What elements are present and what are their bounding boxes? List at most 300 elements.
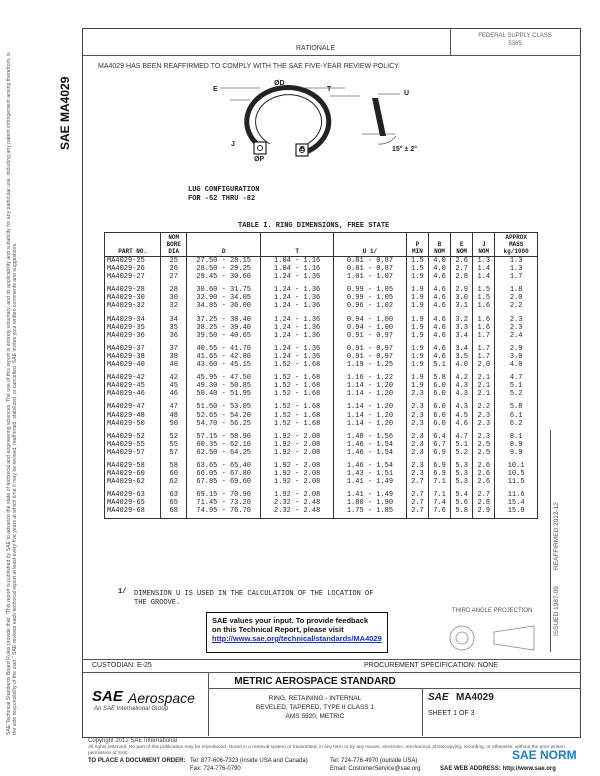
table-cell: 34 bbox=[161, 311, 187, 324]
custodian: CUSTODIAN: E-25 bbox=[92, 662, 152, 669]
ring-dimensions-table bbox=[104, 232, 538, 519]
table-cell: MA4029-27 bbox=[105, 273, 161, 281]
table-cell: 66.05 - 67.80 bbox=[187, 470, 261, 478]
table-cell: MA4029-40 bbox=[105, 361, 161, 369]
table-cell: 6.0 bbox=[428, 398, 450, 411]
table-cell: 69.15 - 70.90 bbox=[187, 486, 261, 499]
table-cell: 1.41 - 1.49 bbox=[334, 486, 407, 499]
table-cell: 2.6 bbox=[451, 257, 473, 266]
table-cell: 1.19 - 1.25 bbox=[334, 361, 407, 369]
tel-outside: Tel: 724-776-4970 (outside USA) bbox=[330, 758, 418, 764]
table-cell: 8.1 bbox=[495, 428, 538, 441]
table-cell: 1.4 bbox=[473, 273, 495, 281]
table-row bbox=[105, 369, 538, 382]
table-cell: 3.2 bbox=[451, 311, 473, 324]
table-cell: MA4029-63 bbox=[105, 486, 161, 499]
table-cell: MA4029-26 bbox=[105, 265, 161, 273]
table-cell: 3.0 bbox=[495, 353, 538, 361]
table-cell: 1.92 - 2.08 bbox=[261, 441, 334, 449]
table-cell: 1.7 bbox=[473, 340, 495, 353]
angle-label: 15° ± 2° bbox=[392, 146, 418, 153]
table-cell: 5.3 bbox=[451, 470, 473, 478]
table-cell: 2.7 bbox=[406, 478, 428, 486]
col-part: PART NO. bbox=[105, 233, 161, 257]
ring-figure bbox=[200, 74, 450, 170]
table-cell: 1.4 bbox=[473, 265, 495, 273]
table-cell: 68 bbox=[161, 507, 187, 518]
table-cell: 1.16 - 1.22 bbox=[334, 369, 407, 382]
table-cell: 34.85 - 36.00 bbox=[187, 302, 261, 310]
table-cell: 4.6 bbox=[428, 311, 450, 324]
table-cell: 0.91 - 0.97 bbox=[334, 332, 407, 340]
table-row bbox=[105, 302, 538, 310]
table-row bbox=[105, 257, 538, 266]
table-cell: 37 bbox=[161, 340, 187, 353]
table-title: TABLE I. RING DIMENSIONS, FREE STATE bbox=[238, 222, 390, 230]
table-cell: 1.52 - 1.68 bbox=[261, 390, 334, 398]
table-cell: 67.85 - 69.60 bbox=[187, 478, 261, 486]
table-cell: 6.9 bbox=[428, 457, 450, 470]
table-cell: 2.1 bbox=[473, 382, 495, 390]
table-row bbox=[105, 398, 538, 411]
table-cell: 45 bbox=[161, 382, 187, 390]
table-cell: MA4029-62 bbox=[105, 478, 161, 486]
col-bore: NOM BORE DIA bbox=[161, 233, 187, 257]
table-cell: 1.24 - 1.36 bbox=[261, 340, 334, 353]
table-cell: 1.7 bbox=[473, 332, 495, 340]
col-u: U 1/ bbox=[334, 233, 407, 257]
table-cell: MA4029-55 bbox=[105, 441, 161, 449]
table-cell: 29.45 - 30.60 bbox=[187, 273, 261, 281]
table-cell: 1.6 bbox=[473, 302, 495, 310]
table-cell: 2.3 bbox=[406, 420, 428, 428]
table-cell: 7.1 bbox=[428, 478, 450, 486]
table-cell: 1.92 - 2.08 bbox=[261, 486, 334, 499]
table-cell: 54.70 - 56.25 bbox=[187, 420, 261, 428]
table-cell: 5.3 bbox=[451, 457, 473, 470]
table-cell: 1.46 - 1.54 bbox=[334, 449, 407, 457]
table-cell: MA4029-57 bbox=[105, 449, 161, 457]
table-cell: 6.0 bbox=[428, 382, 450, 390]
table-cell: 15.9 bbox=[495, 507, 538, 518]
table-cell: 3.5 bbox=[451, 353, 473, 361]
table-row bbox=[105, 273, 538, 281]
table-cell: 2.1 bbox=[473, 390, 495, 398]
table-cell: 38.25 - 39.40 bbox=[187, 324, 261, 332]
table-cell: 8.9 bbox=[495, 441, 538, 449]
table-cell: 46 bbox=[161, 390, 187, 398]
table-row bbox=[105, 294, 538, 302]
feedback-box bbox=[206, 612, 388, 653]
table-cell: 52 bbox=[161, 428, 187, 441]
table-cell: 7.6 bbox=[428, 507, 450, 518]
projection-symbol bbox=[446, 620, 546, 656]
table-cell: 65 bbox=[161, 499, 187, 507]
table-cell: 0.81 - 0.87 bbox=[334, 257, 407, 266]
table-row bbox=[105, 420, 538, 428]
table-cell: 4.6 bbox=[428, 273, 450, 281]
table-cell: 1.9 bbox=[406, 281, 428, 294]
table-row bbox=[105, 428, 538, 441]
table-row bbox=[105, 457, 538, 470]
table-cell: 1.52 - 1.68 bbox=[261, 369, 334, 382]
rights-notice: All rights reserved. No part of this publication may be reproduced, stored in a retrieval system or transmitted, in any form or by any means, electronic, mechanical, photocopying, recording, or otherwise, without the prior written permission of SAE. bbox=[88, 745, 565, 756]
table-cell: 30.60 - 31.75 bbox=[187, 281, 261, 294]
table-cell: 5.1 bbox=[495, 382, 538, 390]
order-label: TO PLACE A DOCUMENT ORDER: bbox=[88, 758, 186, 764]
table-cell: 4.7 bbox=[451, 428, 473, 441]
table-cell: 1.9 bbox=[406, 369, 428, 382]
table-cell: MA4029-34 bbox=[105, 311, 161, 324]
table-cell: 1.24 - 1.36 bbox=[261, 294, 334, 302]
table-cell: 1.6 bbox=[473, 324, 495, 332]
table-cell: 1.5 bbox=[473, 281, 495, 294]
table-row bbox=[105, 470, 538, 478]
ring-inner bbox=[256, 95, 322, 148]
table-cell: 4.5 bbox=[451, 412, 473, 420]
table-cell: 4.6 bbox=[428, 302, 450, 310]
feedback-line-2: on this Technical Report, please visit bbox=[212, 625, 344, 634]
table-cell: 2.3 bbox=[495, 324, 538, 332]
table-cell: 6.0 bbox=[428, 390, 450, 398]
table-cell: 1.52 - 1.68 bbox=[261, 382, 334, 390]
table-cell: 5.1 bbox=[451, 441, 473, 449]
issued-date: ISSUED 1987-09 bbox=[553, 586, 560, 636]
table-cell: 5.6 bbox=[451, 499, 473, 507]
table-cell: 1.48 - 1.56 bbox=[334, 428, 407, 441]
table-cell: 1.92 - 2.08 bbox=[261, 478, 334, 486]
table-cell: 4.6 bbox=[428, 281, 450, 294]
table-cell: 1.46 - 1.54 bbox=[334, 441, 407, 449]
table-row bbox=[105, 449, 538, 457]
table-cell: 1.14 - 1.20 bbox=[334, 390, 407, 398]
table-cell: 1.14 - 1.20 bbox=[334, 398, 407, 411]
title-block-top bbox=[82, 659, 581, 660]
table-cell: 0.94 - 1.00 bbox=[334, 311, 407, 324]
label-e: E bbox=[213, 86, 218, 93]
table-cell: 2.3 bbox=[473, 428, 495, 441]
table-cell: 1.3 bbox=[473, 257, 495, 266]
table-cell: 1.9 bbox=[406, 353, 428, 361]
table-cell: 1.46 - 1.54 bbox=[334, 457, 407, 470]
table-cell: 5.2 bbox=[451, 449, 473, 457]
table-cell: 6.9 bbox=[428, 449, 450, 457]
table-cell: 63 bbox=[161, 486, 187, 499]
table-cell: 1.9 bbox=[406, 324, 428, 332]
table-cell: 3.0 bbox=[451, 294, 473, 302]
table-cell: 6.7 bbox=[428, 441, 450, 449]
email[interactable]: Email: CustomerService@sae.org bbox=[330, 766, 421, 772]
table-cell: 37.25 - 38.40 bbox=[187, 311, 261, 324]
table-cell: 2.3 bbox=[406, 449, 428, 457]
col-j: J NOM bbox=[473, 233, 495, 257]
table-cell: 5.8 bbox=[428, 369, 450, 382]
table-cell: 1.52 - 1.68 bbox=[261, 412, 334, 420]
table-cell: 2.9 bbox=[495, 340, 538, 353]
table-cell: MA4029-58 bbox=[105, 457, 161, 470]
table-cell: 1.24 - 1.36 bbox=[261, 311, 334, 324]
feedback-link[interactable]: http://www.sae.org/technical/standards/MA4029 bbox=[212, 634, 382, 643]
web-address[interactable]: SAE WEB ADDRESS: http://www.sae.org bbox=[440, 766, 556, 772]
table-cell: 1.5 bbox=[473, 294, 495, 302]
table-cell: 42 bbox=[161, 369, 187, 382]
table-cell: 1.9 bbox=[406, 311, 428, 324]
table-cell: 1.14 - 1.20 bbox=[334, 412, 407, 420]
label-u: U bbox=[404, 90, 410, 97]
table-row bbox=[105, 382, 538, 390]
table-cell: 4.6 bbox=[428, 332, 450, 340]
table-body bbox=[105, 257, 538, 519]
table-cell: 5.8 bbox=[495, 398, 538, 411]
table-cell: MA4029-30 bbox=[105, 294, 161, 302]
table-cell: 4.6 bbox=[428, 294, 450, 302]
title-block-divider-2 bbox=[208, 688, 581, 689]
table-cell: 6.1 bbox=[495, 412, 538, 420]
table-cell: 32 bbox=[161, 302, 187, 310]
table-cell: 1.9 bbox=[406, 302, 428, 310]
table-cell: 2.2 bbox=[473, 398, 495, 411]
table-cell: 51.50 - 53.05 bbox=[187, 398, 261, 411]
table-row bbox=[105, 361, 538, 369]
table-cell: 2.0 bbox=[473, 361, 495, 369]
table-cell: 32.90 - 34.05 bbox=[187, 294, 261, 302]
table-cell: MA4029-28 bbox=[105, 281, 161, 294]
label-b: B bbox=[300, 146, 306, 153]
title-block-divider bbox=[82, 672, 581, 673]
table-cell: 1.92 - 2.08 bbox=[261, 428, 334, 441]
table-cell: 1.92 - 2.08 bbox=[261, 449, 334, 457]
table-cell: 4.6 bbox=[428, 324, 450, 332]
table-cell: 2.3 bbox=[473, 412, 495, 420]
table-cell: 5.8 bbox=[451, 507, 473, 518]
table-cell: 1.04 - 1.16 bbox=[261, 265, 334, 273]
table-cell: 6.0 bbox=[428, 412, 450, 420]
table-cell: 1.14 - 1.20 bbox=[334, 382, 407, 390]
table-cell: 1.24 - 1.36 bbox=[261, 273, 334, 281]
desc-line-2: BEVELED, TAPERED, TYPE II CLASS 1 bbox=[255, 704, 375, 711]
table-cell: 4.6 bbox=[428, 340, 450, 353]
table-cell: 3.3 bbox=[451, 324, 473, 332]
table-cell: 0.91 - 0.97 bbox=[334, 353, 407, 361]
table-cell: 1.9 bbox=[406, 294, 428, 302]
table-cell: 49.30 - 50.85 bbox=[187, 382, 261, 390]
table-cell: 3.4 bbox=[451, 340, 473, 353]
table-cell: MA4029-46 bbox=[105, 390, 161, 398]
copyright: Copyright 2012 SAE International bbox=[88, 738, 178, 744]
col-d: D bbox=[187, 233, 261, 257]
table-row bbox=[105, 311, 538, 324]
table-cell: 39.50 - 40.65 bbox=[187, 332, 261, 340]
table-cell: 2.7 bbox=[406, 507, 428, 518]
table-cell: 1.52 - 1.68 bbox=[261, 361, 334, 369]
table-cell: 36 bbox=[161, 332, 187, 340]
table-row bbox=[105, 486, 538, 499]
table-cell: 4.3 bbox=[451, 398, 473, 411]
figure-caption-1: LUG CONFIGURATION bbox=[188, 186, 260, 194]
title-block-vline-2 bbox=[422, 688, 423, 736]
figure-caption-2: FOR -52 THRU -82 bbox=[188, 195, 256, 203]
table-row bbox=[105, 507, 538, 518]
lug-left bbox=[254, 142, 266, 154]
table-cell: 0.94 - 1.00 bbox=[334, 324, 407, 332]
procurement-spec: PROCUREMENT SPECIFICATION: NONE bbox=[364, 662, 498, 669]
table-cell: MA4029-52 bbox=[105, 428, 161, 441]
table-cell: 1.04 - 1.16 bbox=[261, 257, 334, 266]
table-cell: 10.5 bbox=[495, 470, 538, 478]
table-cell: 43.60 - 45.15 bbox=[187, 361, 261, 369]
table-cell: 0.99 - 1.05 bbox=[334, 281, 407, 294]
table-cell: MA4029-47 bbox=[105, 398, 161, 411]
table-cell: 2.3 bbox=[406, 441, 428, 449]
table-cell: MA4029-42 bbox=[105, 369, 161, 382]
table-cell: MA4029-38 bbox=[105, 353, 161, 361]
federal-class-value: 5365 bbox=[508, 41, 522, 47]
table-cell: MA4029-48 bbox=[105, 412, 161, 420]
sheet-number: SHEET 1 OF 3 bbox=[428, 710, 475, 717]
table-cell: 2.7 bbox=[406, 499, 428, 507]
header-vdivider bbox=[450, 28, 451, 55]
table-cell: 2.8 bbox=[451, 273, 473, 281]
rationale-label: RATIONALE bbox=[296, 45, 336, 52]
table-cell: 50.40 - 51.95 bbox=[187, 390, 261, 398]
right-divider bbox=[550, 430, 551, 652]
table-cell: 1.52 - 1.68 bbox=[261, 420, 334, 428]
table-cell: 0.96 - 1.02 bbox=[334, 302, 407, 310]
table-cell: 2.9 bbox=[473, 507, 495, 518]
table-cell: 57.15 - 58.90 bbox=[187, 428, 261, 441]
table-cell: 35 bbox=[161, 324, 187, 332]
table-cell: 1.92 - 2.08 bbox=[261, 457, 334, 470]
table-cell: 2.5 bbox=[473, 449, 495, 457]
label-d: ØD bbox=[274, 80, 285, 87]
table-cell: 2.32 - 2.48 bbox=[261, 507, 334, 518]
table-cell: MA4029-68 bbox=[105, 507, 161, 518]
table-cell: 7.4 bbox=[428, 499, 450, 507]
table-cell: 71.45 - 73.20 bbox=[187, 499, 261, 507]
table-cell: 4.6 bbox=[428, 353, 450, 361]
table-cell: 1.8 bbox=[495, 281, 538, 294]
label-j: J bbox=[231, 141, 235, 148]
table-cell: 1.24 - 1.36 bbox=[261, 324, 334, 332]
table-cell: 1.5 bbox=[406, 265, 428, 273]
table-cell: 4.2 bbox=[451, 369, 473, 382]
side-disclaimer: SAE Technical Standards Board Rules provide that: "This report is published by SAE to advance the state of technical and engineering sciences. The use of this report is entirely voluntary, and its applicability and suitability for any particular use, including any patent infringement arising therefrom, is the sole responsibility of the user." SAE reviews each technical report at least every five years at which time it may be revised, reaffirmed, stabilized, or cancelled. SAE invites your written comments and suggestions. bbox=[6, 52, 19, 735]
table-cell: 2.3 bbox=[495, 311, 538, 324]
desc-line-1: RING, RETAINING - INTERNAL bbox=[268, 695, 362, 702]
table-cell: MA4029-25 bbox=[105, 257, 161, 266]
table-cell: 2.3 bbox=[406, 398, 428, 411]
table-cell: 63.65 - 65.40 bbox=[187, 457, 261, 470]
document-title: METRIC AEROSPACE STANDARD bbox=[234, 676, 396, 687]
table-cell: 11.6 bbox=[495, 486, 538, 499]
table-cell: 1.6 bbox=[473, 311, 495, 324]
col-p: P MIN bbox=[406, 233, 428, 257]
table-cell: 7.1 bbox=[428, 486, 450, 499]
table-cell: 1.9 bbox=[406, 340, 428, 353]
table-cell: 2.8 bbox=[473, 499, 495, 507]
footnote-line-1: DIMENSION U IS USED IN THE CALCULATION OF THE LOCATION OF bbox=[134, 590, 374, 598]
table-cell: 40.55 - 41.70 bbox=[187, 340, 261, 353]
table-cell: 1.92 - 2.08 bbox=[261, 470, 334, 478]
table-cell: 1.5 bbox=[406, 257, 428, 266]
table-row bbox=[105, 281, 538, 294]
table-cell: 5.4 bbox=[451, 486, 473, 499]
table-cell: 2.4 bbox=[495, 332, 538, 340]
rationale-text: MA4029 HAS BEEN REAFFIRMED TO COMPLY WITH THE SAE FIVE-YEAR REVIEW POLICY. bbox=[98, 63, 400, 70]
table-cell: 48 bbox=[161, 412, 187, 420]
table-cell: 45.95 - 47.50 bbox=[187, 369, 261, 382]
table-cell: 1.01 - 1.07 bbox=[334, 273, 407, 281]
table-cell: 2.3 bbox=[406, 412, 428, 420]
table-cell: 10.1 bbox=[495, 457, 538, 470]
table-cell: 1.3 bbox=[495, 257, 538, 266]
feedback-line-1: SAE values your input. To provide feedback bbox=[212, 616, 369, 625]
table-cell: 4.0 bbox=[451, 361, 473, 369]
table-row bbox=[105, 265, 538, 273]
table-cell: MA4029-45 bbox=[105, 382, 161, 390]
table-cell: 5.2 bbox=[495, 390, 538, 398]
header-divider bbox=[82, 55, 581, 56]
label-p: ØP bbox=[254, 156, 265, 163]
table-cell: 2.3 bbox=[406, 470, 428, 478]
table-row bbox=[105, 390, 538, 398]
table-row bbox=[105, 499, 538, 507]
table-cell: MA4029-37 bbox=[105, 340, 161, 353]
table-cell: 1.43 - 1.51 bbox=[334, 470, 407, 478]
table-cell: 62 bbox=[161, 478, 187, 486]
table-cell: 1.7 bbox=[495, 273, 538, 281]
table-cell: 1.75 - 1.85 bbox=[334, 507, 407, 518]
table-cell: 5.1 bbox=[428, 361, 450, 369]
table-cell: 27 bbox=[161, 273, 187, 281]
table-cell: 1.7 bbox=[473, 353, 495, 361]
table-row bbox=[105, 332, 538, 340]
col-e: E NOM bbox=[451, 233, 473, 257]
footnote-line-2: THE GROOVE. bbox=[134, 599, 181, 607]
table-cell: 4.0 bbox=[495, 361, 538, 369]
table-cell: 2.3 bbox=[406, 428, 428, 441]
col-mass: APPROX MASS kg/1000 bbox=[495, 233, 538, 257]
table-row bbox=[105, 324, 538, 332]
table-cell: 60.35 - 62.10 bbox=[187, 441, 261, 449]
table-cell: 11.5 bbox=[495, 478, 538, 486]
table-cell: 6.0 bbox=[428, 420, 450, 428]
table-cell: 26 bbox=[161, 265, 187, 273]
desc-line-3: AMS 5520, METRIC bbox=[285, 713, 345, 720]
reaffirmed-date: REAFFIRMED 2012-12 bbox=[553, 502, 560, 570]
table-cell: 58 bbox=[161, 457, 187, 470]
table-cell: 47 bbox=[161, 398, 187, 411]
table-cell: 2.7 bbox=[473, 486, 495, 499]
table-cell: 4.3 bbox=[451, 390, 473, 398]
table-cell: 1.9 bbox=[406, 361, 428, 369]
side-doc-code: SAE MA4029 bbox=[58, 76, 72, 150]
table-cell: 1.24 - 1.36 bbox=[261, 281, 334, 294]
fax: Fax: 724-776-0790 bbox=[190, 766, 241, 772]
ring-section bbox=[372, 98, 386, 136]
table-cell: 0.91 - 0.97 bbox=[334, 340, 407, 353]
table-cell: 1.41 - 1.49 bbox=[334, 478, 407, 486]
label-t: T bbox=[327, 86, 332, 93]
table-cell: 2.0 bbox=[495, 294, 538, 302]
table-cell: 1.14 - 1.20 bbox=[334, 420, 407, 428]
table-cell: 1.80 - 1.90 bbox=[334, 499, 407, 507]
table-cell: 1.52 - 1.68 bbox=[261, 398, 334, 411]
col-t: T bbox=[261, 233, 334, 257]
table-cell: 40 bbox=[161, 361, 187, 369]
table-cell: MA4029-36 bbox=[105, 332, 161, 340]
org-subtitle: An SAE International Group bbox=[94, 706, 169, 712]
